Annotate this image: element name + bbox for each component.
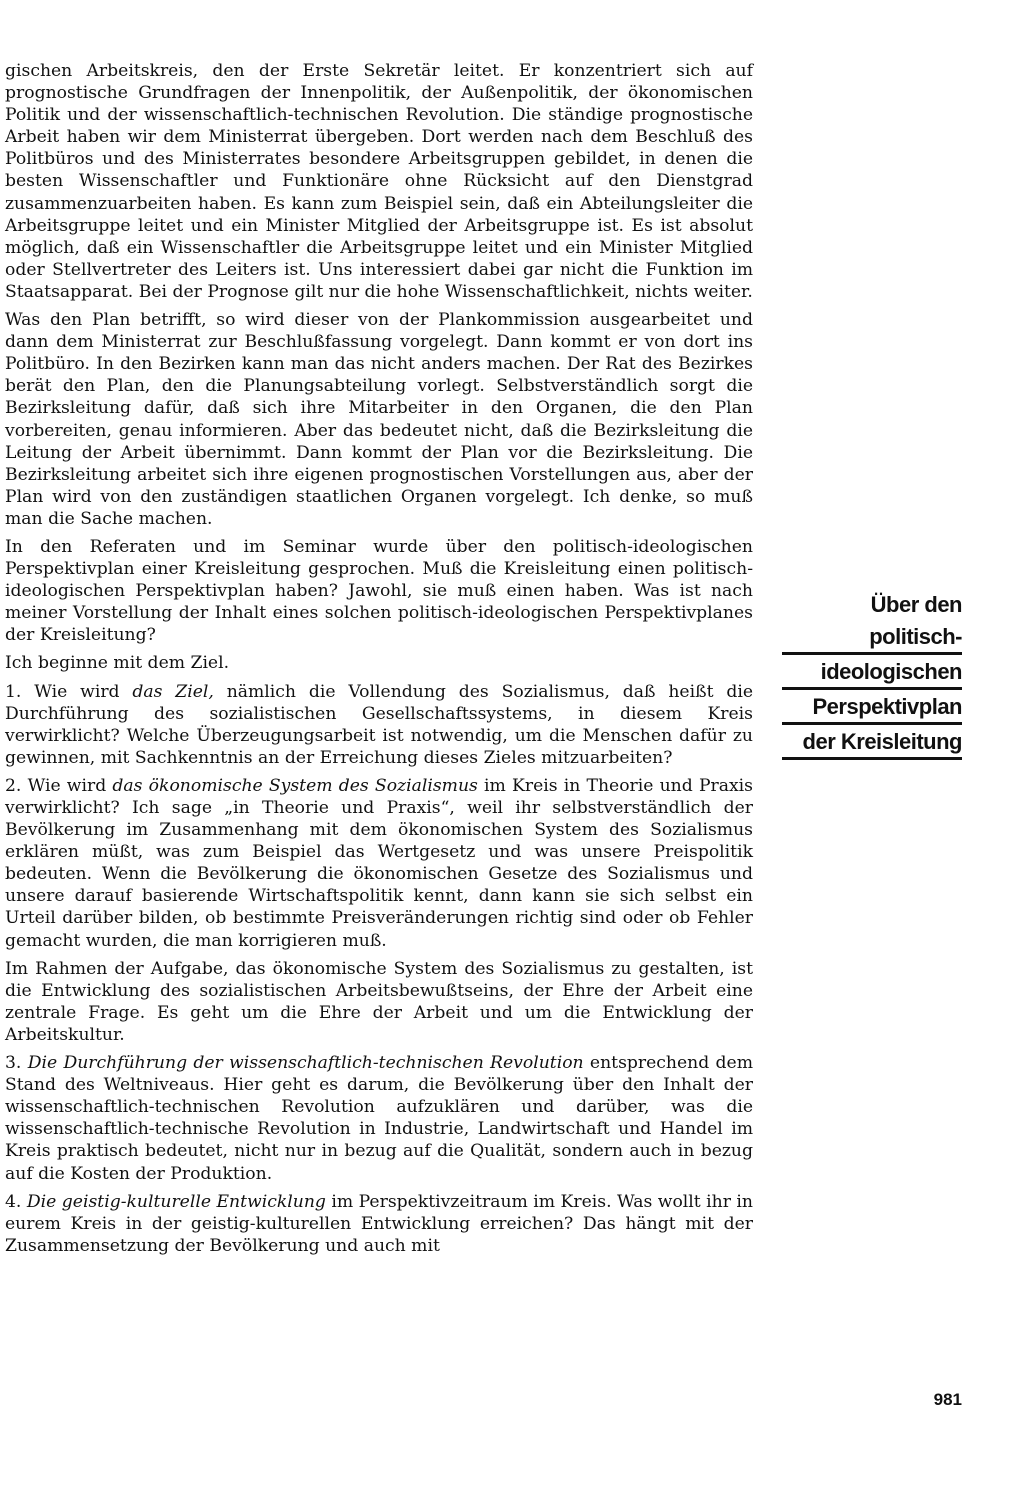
margin-heading-line: Perspektivplan (782, 694, 962, 725)
margin-heading-line: ideologischen (782, 659, 962, 690)
paragraph-text: entsprechend dem Stand des Weltniveaus. Hier geht es darum, die Bevölkerung über den Inhalt der wissenschaftlich-technischen Revolution aufzuklären und darüber, was die wissenschaftlich-technische Revolution in Industrie, Landwirtschaft und Handel im Kreis praktisch bedeutet, nicht nur in bezug auf die Qualität, sondern auch in bezug auf die Kosten der Produktion. (5, 1053, 753, 1184)
paragraph (5, 60, 753, 303)
margin-heading (782, 592, 962, 764)
paragraph-text: im Kreis in Theorie und Praxis verwirklicht? Ich sage „in Theorie und Praxis“, weil ihr selbstverständlich der Bevölkerung im Zusammenhang mit dem ökonomischen System des Sozialismus erklären müßt, was zum Beispiel das Wertgesetz und was unsere Preispolitik bedeuten. Wenn die Bevölkerung die ökonomischen Gesetze des Sozialismus und unsere darauf basierende Wirtschaftspolitik kennt, dann kann sie sich selbst ein Urteil darüber bilden, ob bestimmte Preisveränderungen richtig sind oder ob Fehler gemacht wurden, die man korrigieren muß. (5, 775, 753, 951)
emphasis-text: das Ziel, (132, 681, 214, 702)
emphasis-text: Die Durchführung der wissenschaftlich-technischen Revolution (27, 1053, 584, 1074)
margin-heading-line: der Kreisleitung (782, 729, 962, 760)
paragraph (5, 652, 753, 674)
paragraph (5, 958, 753, 1046)
paragraph-text: Ich beginne mit dem Ziel. (5, 653, 230, 674)
page-number: 981 (933, 1390, 962, 1409)
paragraph-text: In den Referaten und im Seminar wurde über den politisch-ideologischen Perspektivplan einer Kreisleitung gesprochen. Muß die Kreisleitung einen politisch-ideologischen Perspektivplan haben? Jawohl, sie muß einen haben. Was ist nach meiner Vorstellung der Inhalt eines solchen politisch-ideologischen Perspektivplanes der Kreisleitung? (5, 536, 753, 646)
paragraph-text: 1. Wie wird (5, 681, 133, 702)
paragraph (5, 681, 753, 769)
paragraph (5, 309, 753, 530)
emphasis-text: Die geistig-kulturelle Entwicklung (26, 1191, 326, 1212)
emphasis-text: das ökonomische System des Sozialismus (112, 775, 478, 796)
margin-heading-line: Über den (870, 592, 962, 617)
paragraph (5, 1191, 753, 1257)
paragraph-text: Was den Plan betrifft, so wird dieser von der Plankommission ausgearbeitet und dann dem Ministerrat zur Beschlußfassung vorgelegt. Dann kommt er von dort ins Politbüro. In den Bezirken kann man das nicht anders machen. Der Rat des Bezirkes berät den Plan, den die Planungsabteilung vorlegt. Selbstverständlich sorgt die Bezirksleitung dafür, daß sich ihre Mitarbeiter in den Organen, die den Plan vorbereiten, genau informieren. Aber das bedeutet nicht, daß die Bezirksleitung die Leitung der Arbeit übernimmt. Dann kommt der Plan vor die Bezirksleitung. Die Bezirksleitung arbeitet sich ihre eigenen prognostischen Vorstellungen aus, aber der Plan wird von den zuständigen staatlichen Organen vorgelegt. Ich denke, so muß man die Sache machen. (5, 310, 753, 529)
paragraph-text: im Perspektivzeitraum im Kreis. Was wollt ihr in eurem Kreis in der geistig-kulturellen Entwicklung erreichen? Das hängt mit der Zusammensetzung der Bevölkerung und auch mit (5, 1191, 753, 1256)
paragraph-text: 2. Wie wird (5, 775, 113, 796)
paragraph-text: 4. (5, 1191, 27, 1212)
paragraph-text: Im Rahmen der Aufgabe, das ökonomische System des Sozialismus zu gestalten, ist die Entwicklung des sozialistischen Arbeitsbewußtseins, der Ehre der Arbeit eine zentrale Frage. Es geht um die Ehre der Arbeit und um die Entwicklung der Arbeitskultur. (5, 958, 753, 1045)
paragraph-text: nämlich die Vollendung des Sozialismus, daß heißt die Durchführung des sozialistischen Gesellschaftssystems, in diesem Kreis verwirklicht? Welche Überzeugungsarbeit ist notwendig, um die Menschen dafür zu gewinnen, mit Sachkenntnis an der Erreichung dieses Zieles mitzuarbeiten? (5, 681, 753, 768)
margin-heading-line: politisch- (782, 624, 962, 655)
paragraph-text: gischen Arbeitskreis, den der Erste Sekretär leitet. Er konzentriert sich auf prognostische Grundfragen der Innenpolitik, der Außenpolitik, der ökonomischen Politik und der wissenschaftlich-technischen Revolution. Die ständige prognostische Arbeit haben wir dem Ministerrat übergeben. Dort werden nach dem Beschluß des Politbüros und des Ministerrates besondere Arbeitsgruppen gebildet, in denen die besten Wissenschaftler und Funktionäre ohne Rücksicht auf den Dienstgrad zusammenzuarbeiten haben. Es kann zum Beispiel sein, daß ein Abteilungsleiter die Arbeitsgruppe leitet und ein Minister Mitglied der Arbeitsgruppe ist. Es ist absolut möglich, daß ein Wissenschaftler die Arbeitsgruppe leitet und ein Minister Mitglied oder Stellvertreter des Leiters ist. Uns interessiert dabei gar nicht die Funktion im Staatsapparat. Bei der Prognose gilt nur die hohe Wissenschaftlichkeit, nichts weiter. (5, 61, 753, 302)
body-text (5, 60, 753, 1263)
paragraph (5, 775, 753, 952)
paragraph (5, 1052, 753, 1185)
paragraph (5, 536, 753, 646)
paragraph-text: 3. (5, 1053, 28, 1074)
